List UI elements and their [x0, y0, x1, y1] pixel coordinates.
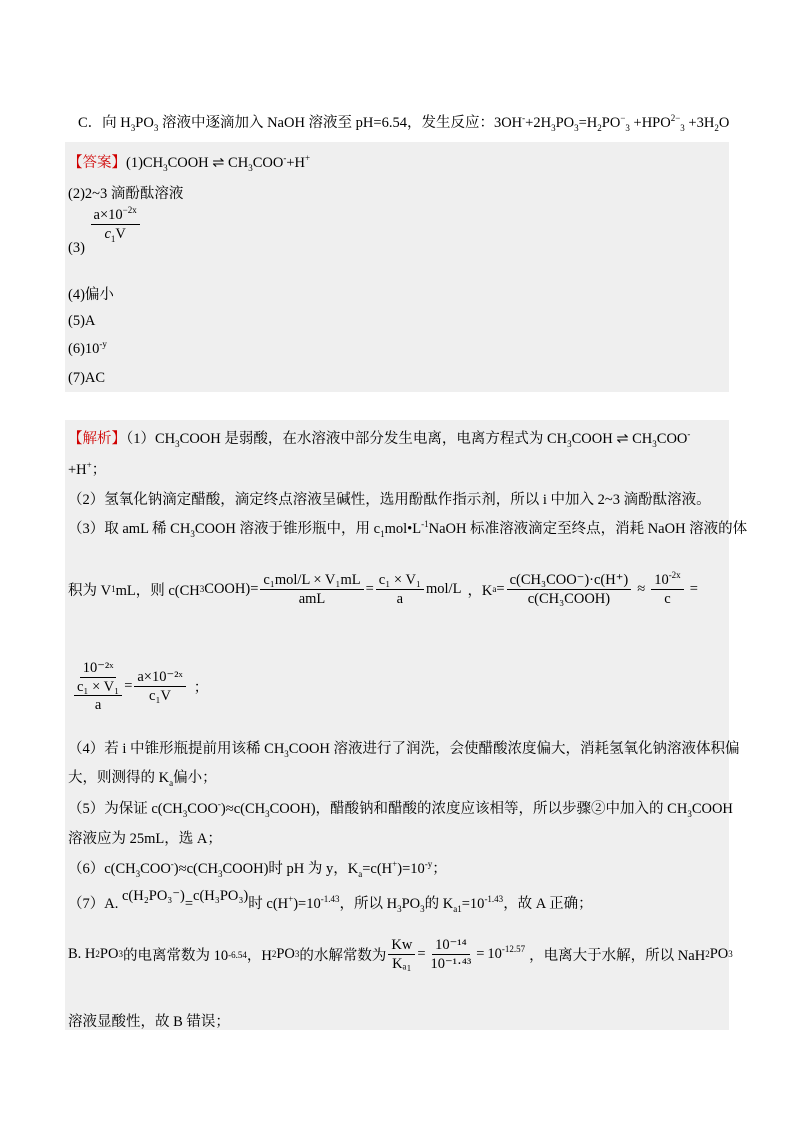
fraction-denominator: Kₐ₁ — [392, 956, 412, 972]
formula-fraction-2 — [376, 572, 424, 607]
analysis-text: COO — [140, 861, 171, 877]
analysis-text: )≈c(CH — [220, 801, 266, 817]
option-c-text: C．向 H — [78, 115, 131, 131]
fraction-numerator: Kw — [388, 937, 415, 955]
equals-sign: = — [417, 946, 426, 962]
fraction-denominator: amL — [298, 591, 326, 607]
equals-sign: = — [689, 581, 698, 597]
formula-fraction-3 — [507, 572, 632, 607]
answer-label: 【答案】 — [68, 155, 126, 171]
analysis-text: =c(H — [362, 861, 393, 877]
analysis-text: ，故 A 正确； — [503, 896, 593, 912]
answer-text: (3) — [68, 239, 85, 256]
answer-text: COO — [252, 155, 284, 171]
analysis-label: 【解析】 — [68, 431, 126, 447]
equals-sign: = — [476, 946, 485, 962]
analysis-text: COOH)，醋酸钠和醋酸的浓度应该相等，所以步骤②中加入的 CH — [269, 801, 688, 817]
analysis-p4-cont: 大，则测得的 $K_a$偏小； — [68, 770, 217, 788]
option-c-text: 溶液中逐滴加入 NaOH 溶液至 pH=6.54，发生反应：3OH — [158, 115, 523, 131]
fraction-denominator: 10⁻¹·⁴³ — [430, 956, 472, 972]
analysis-text: PO — [276, 946, 295, 962]
unit-text: mol/L — [425, 581, 462, 597]
analysis-p6: $(6)c(CH_3COO^-)\approx c(CH_3COOH)$时 pH 为 y，$K_a=c(H^+)=10^{-y}$； — [68, 859, 447, 879]
analysis-text: COOH ⇌ CH — [571, 431, 653, 447]
ka-label: ，K — [467, 583, 493, 599]
answer-exponent: -y — [99, 339, 107, 350]
answer-line-3 — [68, 205, 142, 256]
fraction-denominator: a — [94, 697, 102, 713]
analysis-text: 偏小； — [173, 770, 217, 786]
analysis-p1: 【解析】$(1)CH_3COOH$ 是弱酸，在水溶液中部分发生电离，电离方程式为 $CH_3COOH$ ⇌ $CH_3COO^-$ — [68, 429, 691, 449]
answer-line-6 — [68, 341, 107, 358]
analysis-text: 的电离常数为 10 — [122, 948, 229, 964]
analysis-text: （5）为保证 c(CH — [68, 801, 183, 817]
analysis-text: ； — [432, 861, 447, 877]
fraction-numerator: 10⁻²ˣ — [80, 660, 117, 678]
analysis-p1-cont: +H+； — [68, 460, 107, 478]
answer-line-1: 【答案】$(1)CH_3COOH$ ⇌ $CH_3COO^-+H^+$ — [68, 153, 311, 173]
fraction-denominator: c₁V — [149, 688, 172, 704]
option-c-line: C．向 $H_3PO_3$ 溶液中逐滴加入 NaOH 溶液至 pH=6.54，发生反应：$3OH^-+2H_3PO_3=H_2PO^-_3 +HPO^{2-}_3 +3H_2O$ — [78, 113, 730, 133]
analysis-text: COOH — [691, 801, 733, 817]
fraction-numerator: a×10⁻²ˣ — [134, 669, 185, 687]
analysis-text: COOH)时 pH 为 y，K — [222, 861, 359, 877]
analysis-text: PO — [709, 946, 729, 962]
equals-sign: = — [184, 896, 194, 912]
analysis-text: （1）CH — [126, 431, 176, 447]
analysis-text: mol•L — [384, 521, 422, 537]
fraction-numerator: 10 — [654, 572, 669, 588]
analysis-text: ，H — [246, 948, 272, 964]
answer-line-5: (5)A — [68, 313, 96, 329]
equals-sign: = — [365, 581, 374, 597]
analysis-text: （6）c(CH — [68, 861, 136, 877]
answer-3-fraction — [91, 207, 140, 242]
analysis-text: COOH 是弱酸，在水溶液中部分发生电离，电离方程式为 CH — [179, 431, 568, 447]
formula-fraction-6 — [134, 669, 185, 704]
analysis-text: （7）A. — [68, 896, 119, 912]
fraction-numerator: a×10 — [93, 207, 123, 223]
fraction-numerator: c₁ × V₁ — [376, 572, 424, 590]
formula-fraction-5 — [74, 660, 122, 713]
formula-fraction-1 — [260, 572, 363, 607]
analysis-text: 时 c(H — [248, 896, 289, 912]
fraction-subscript: 1 — [110, 233, 116, 244]
result-base: 10 — [487, 946, 502, 962]
analysis-text: +H — [68, 462, 87, 478]
analysis-text: NaOH 标准溶液滴定至终点，消耗 NaOH 溶液的体 — [428, 521, 748, 537]
answer-line-2: (2)2~3 滴酚酞溶液 — [68, 186, 184, 202]
option-c-text: =H — [578, 115, 598, 131]
analysis-p5-cont: 溶液应为 25mL，选 A； — [68, 831, 222, 847]
analysis-text: mL，则 c(CH — [115, 583, 200, 599]
analysis-p3-formula: 积为 V 1 mL，则 c(CH 3 COOH)= $\frac{\text{c₁mol/L × V₁mL}}{\text{amL}}$ = $\frac{\text{c₁ × V₁}}{a}$ mol/L ，K a = $\frac{\text{c(CH₃COO⁻)·c(H⁺)}}{\text{c(CH₃COOH)}}$ ≈ $\frac{10^{-2x}}{c}$ = — [68, 570, 698, 607]
analysis-text: COOH 溶液进行了润洗，会使醋酸浓度偏大，消耗氢氧化钠溶液体积偏 — [288, 741, 740, 757]
analysis-text: ； — [91, 462, 107, 478]
analysis-text: （4）若 i 中锥形瓶提前用该稀 CH — [68, 741, 285, 757]
analysis-text: 的 K — [424, 896, 454, 912]
analysis-p7: （7）A. c(H₂PO₃⁻)=c(H₃PO₃)时 $c(H^+)=10^{-1.43}$，所以 $H_3PO_3$的 $K_{a1}=10^{-1.43}$，故 A 正确； — [68, 888, 593, 914]
analysis-p3-formula-2 — [72, 660, 208, 713]
exponent: -6.54 — [228, 950, 247, 960]
analysis-text: 大，则测得的 K — [68, 770, 170, 786]
equals-sign: = — [124, 678, 133, 694]
fraction-denominator: c(CH₃COOH) — [527, 591, 611, 607]
analysis-p2: （2）氢氧化钠滴定醋酸，滴定终点溶液呈碱性，选用酚酞作指示剂，所以 i 中加入 2~3 滴酚酞溶液。 — [68, 492, 711, 508]
analysis-p4: （4）若 i 中锥形瓶提前用该稀 $CH_3COOH$ 溶液进行了润洗，会使醋酸浓度偏大，消耗氢氧化钠溶液体积偏 — [68, 741, 740, 759]
analysis-text: COO — [656, 431, 688, 447]
analysis-text: PO — [401, 896, 421, 912]
analysis-text: )≈c(CH — [173, 861, 218, 877]
option-c-text: +HPO — [629, 115, 671, 131]
analysis-text: COOH 溶液于锥形瓶中，用 c — [194, 521, 381, 537]
semicolon: ； — [193, 680, 209, 696]
conc-h2po3: c(H₂PO₃⁻) — [121, 888, 185, 904]
fraction-exponent: -2x — [668, 570, 681, 581]
option-c-text: PO — [555, 115, 575, 131]
option-c-text: +2H — [525, 115, 552, 131]
analysis-pB: B. H 2 PO 3 的电离常数为 10 -6.54 ，H 2 PO 3 的水解常数为 $\frac{Kw}{\text{Kₐ₁}}$ = $\frac{\text{10⁻¹⁴}}{\text{10⁻¹·⁴³}}$ = 10 $^{-12.57}$ ，电离大于水解，所以 NaH 2 PO 3 — [68, 937, 733, 972]
formula-fraction-4 — [651, 572, 684, 607]
analysis-text: （3）取 amL 稀 CH — [68, 521, 191, 537]
kw-fraction-2 — [428, 937, 475, 972]
exponent: -1.43 — [484, 894, 504, 905]
fraction-denominator: c — [664, 591, 671, 607]
option-c-text: PO — [135, 115, 154, 131]
analysis-text: )=10 — [397, 861, 425, 877]
option-c-text: PO — [601, 115, 621, 131]
analysis-text: =10 — [461, 896, 485, 912]
fraction-exponent: −2x — [122, 205, 137, 216]
answer-text: (1)CH — [126, 155, 164, 171]
analysis-text: ，电离大于水解，所以 NaH — [529, 948, 706, 964]
analysis-p5: （5）为保证 $c(CH_3COO^-)\approx c(CH_3COOH)$，醋酸钠和醋酸的浓度应该相等，所以步骤②中加入的 $CH_3COOH$ — [68, 799, 733, 819]
analysis-text: )=10 — [293, 896, 321, 912]
fraction-numerator: c₁mol/L × V₁mL — [260, 572, 363, 590]
answer-text: +H — [286, 155, 305, 171]
analysis-text: PO — [99, 946, 119, 962]
fraction-middle: c₁ × V₁ — [74, 678, 122, 696]
analysis-text: 的水解常数为 — [299, 948, 387, 964]
analysis-text: COO — [187, 801, 218, 817]
analysis-text: 积为 V — [68, 583, 112, 599]
ka-subscript: a — [492, 584, 497, 594]
answer-text: COOH ⇌ CH — [167, 155, 249, 171]
fraction-numerator: c(CH₃COO⁻)·c(H⁺) — [507, 572, 632, 590]
fraction-denominator: c — [104, 226, 111, 242]
analysis-text: B. H — [68, 946, 96, 962]
option-c-text: +3H — [684, 115, 715, 131]
conc-h3po3: c(H₃PO₃) — [193, 888, 249, 904]
exponent: -1.43 — [320, 894, 340, 905]
result-exponent: -12.57 — [501, 944, 526, 954]
answer-line-4: (4)偏小 — [68, 287, 114, 303]
equals-sign: = — [496, 581, 505, 597]
analysis-text: COOH)= — [204, 581, 259, 597]
answer-text: (6)10 — [68, 341, 100, 357]
approx-sign: ≈ — [637, 581, 646, 597]
analysis-p3: （3）取 amL 稀 $CH_3COOH$ 溶液于锥形瓶中，用 $c_1mol•L^{-1}NaOH$ 标准溶液滴定至终点，消耗 NaOH 溶液的体 — [68, 519, 748, 539]
answer-line-7: (7)AC — [68, 370, 106, 386]
fraction-numerator: 10⁻¹⁴ — [432, 937, 470, 955]
analysis-pB-cont: 溶液显酸性，故 B 错误； — [68, 1014, 230, 1030]
answer-background — [65, 142, 729, 392]
kw-fraction — [388, 937, 415, 972]
option-c-text: O — [718, 115, 730, 131]
fraction-denominator: a — [396, 591, 404, 607]
analysis-text: ，所以 H — [339, 896, 398, 912]
fraction-denominator-v: V — [115, 226, 126, 242]
